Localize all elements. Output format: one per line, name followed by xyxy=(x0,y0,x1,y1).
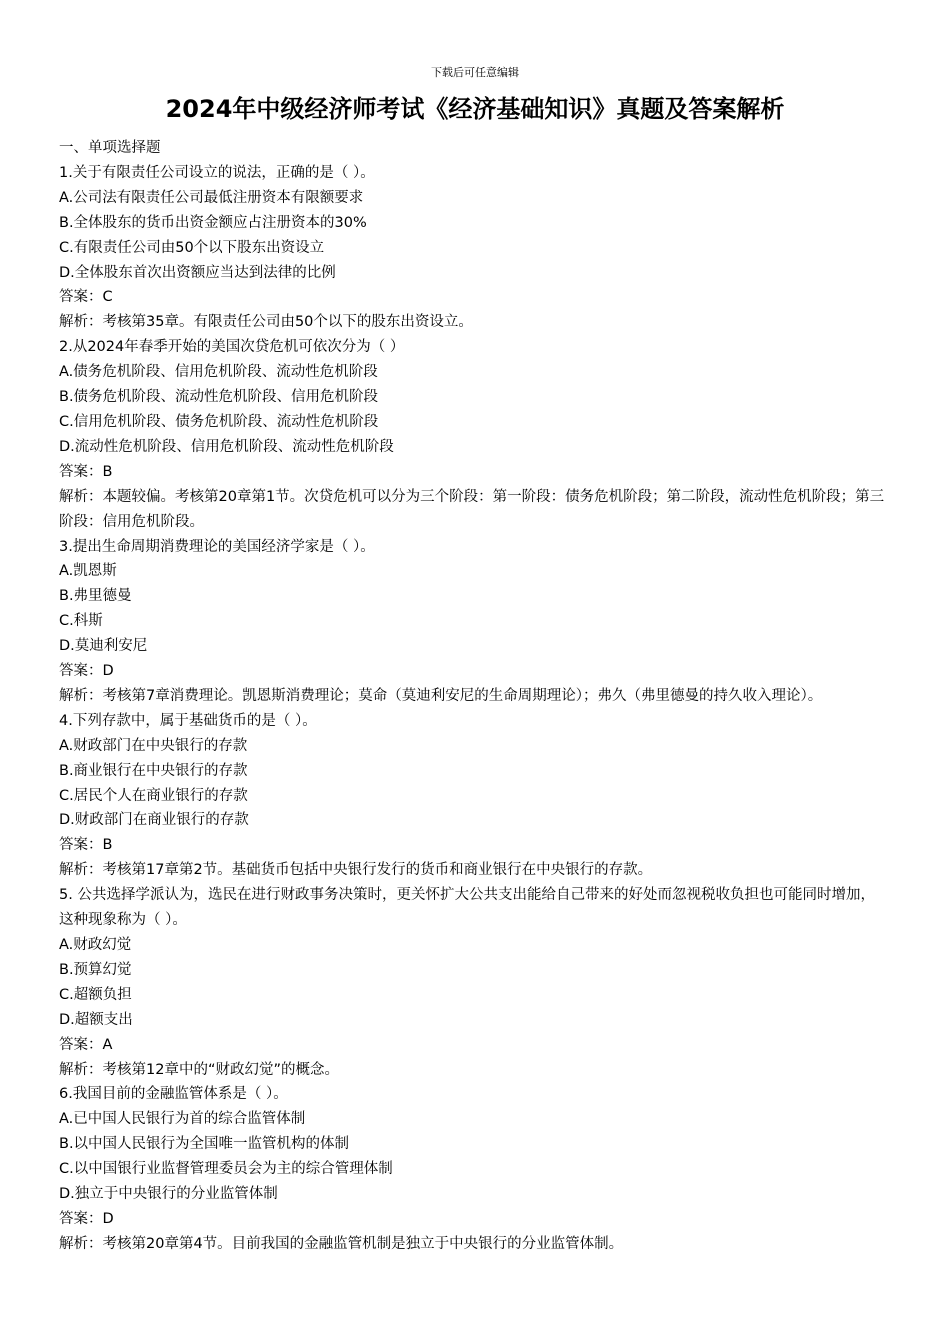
option-c: C.以中国银行业监督管理委员会为主的综合管理体制 xyxy=(59,1161,393,1178)
analysis-text: 解析：考核第35章。有限责任公司由50个以下的股东出资设立。 xyxy=(59,314,473,331)
question-stem: 4.下列存款中，属于基础货币的是（ ）。 xyxy=(59,712,317,729)
option-c: C.居民个人在商业银行的存款 xyxy=(59,787,248,804)
answer-line: 答案：B xyxy=(59,837,113,854)
option-c: C.信用危机阶段、债务危机阶段、流动性危机阶段 xyxy=(59,413,379,430)
question-block xyxy=(59,535,889,709)
answer-line: 答案：B xyxy=(59,463,113,480)
document-title: 2024年中级经济师考试《经济基础知识》真题及答案解析 xyxy=(165,95,785,123)
header-note: 下载后可任意编辑 xyxy=(431,66,519,79)
option-a: A.凯恩斯 xyxy=(59,563,117,580)
option-d: D.莫迪利安尼 xyxy=(59,638,148,655)
answer-line: 答案：D xyxy=(59,1210,114,1227)
option-a: A.债务危机阶段、信用危机阶段、流动性危机阶段 xyxy=(59,364,378,381)
option-b: B.债务危机阶段、流动性危机阶段、信用危机阶段 xyxy=(59,389,379,406)
question-block xyxy=(59,161,889,335)
analysis-text: 解析：考核第17章第2节。基础货币包括中央银行发行的货币和商业银行在中央银行的存款。 xyxy=(59,862,653,879)
option-c: C.科斯 xyxy=(59,613,103,630)
option-b: B.弗里德曼 xyxy=(59,588,132,605)
option-b: B.全体股东的货币出资金额应占注册资本的30% xyxy=(59,214,367,231)
option-c: C.超额负担 xyxy=(59,986,132,1003)
option-d: D.财政部门在商业银行的存款 xyxy=(59,812,249,829)
question-block xyxy=(59,335,889,534)
option-d: D.全体股东首次出资额应当达到法律的比例 xyxy=(59,264,336,281)
analysis-text: 解析：考核第7章消费理论。凯恩斯消费理论；莫命（莫迪利安尼的生命周期理论）；弗久（弗里德曼的持久收入理论）。 xyxy=(59,687,823,704)
question-stem: 2.从2024年春季开始的美国次贷危机可依次分为（ ） xyxy=(59,339,405,356)
answer-line: 答案：A xyxy=(59,1036,113,1053)
option-a: A.已中国人民银行为首的综合监管体制 xyxy=(59,1111,306,1128)
option-a: A.财政幻觉 xyxy=(59,937,132,953)
option-b: B.预算幻觉 xyxy=(59,961,132,978)
question-block xyxy=(59,709,889,883)
answer-line: 答案：D xyxy=(59,663,114,680)
question-block xyxy=(59,1082,889,1256)
option-b: B.商业银行在中央银行的存款 xyxy=(59,762,248,779)
question-stem: 5. 公共选择学派认为，选民在进行财政事务决策时，更关怀扩大公共支出能给自己带来的好处而忽视税收负担也可能同时增加，这种现象称为（ ）。 xyxy=(59,887,875,929)
analysis-text: 解析：本题较偏。考核第20章第1节。次贷危机可以分为三个阶段：第一阶段：债务危机阶段；第二阶段，流动性危机阶段；第三阶段：信用危机阶段。 xyxy=(59,488,885,530)
analysis-text: 解析：考核第12章中的“财政幻觉”的概念。 xyxy=(59,1061,339,1078)
question-block xyxy=(59,883,889,1082)
question-stem: 3.提出生命周期消费理论的美国经济学家是（ ）。 xyxy=(59,538,375,555)
option-c: C.有限责任公司由50个以下股东出资设立 xyxy=(59,239,325,256)
question-stem: 6.我国目前的金融监管体系是（ ）。 xyxy=(59,1086,288,1103)
option-d: D.独立于中央银行的分业监管体制 xyxy=(59,1186,278,1203)
analysis-text: 解析：考核第20章第4节。目前我国的金融监管机制是独立于中央银行的分业监管体制。 xyxy=(59,1235,624,1252)
question-stem: 1.关于有限责任公司设立的说法，正确的是（ ）。 xyxy=(59,164,375,181)
option-d: D.超额支出 xyxy=(59,1011,133,1028)
option-d: D.流动性危机阶段、信用危机阶段、流动性危机阶段 xyxy=(59,438,394,455)
option-a: A.公司法有限责任公司最低注册资本有限额要求 xyxy=(59,189,364,206)
answer-line: 答案：C xyxy=(59,289,113,306)
option-a: A.财政部门在中央银行的存款 xyxy=(59,737,248,754)
option-b: B.以中国人民银行为全国唯一监管机构的体制 xyxy=(59,1136,350,1153)
section-heading: 一、单项选择题 xyxy=(59,140,161,156)
document-body xyxy=(59,136,889,1257)
